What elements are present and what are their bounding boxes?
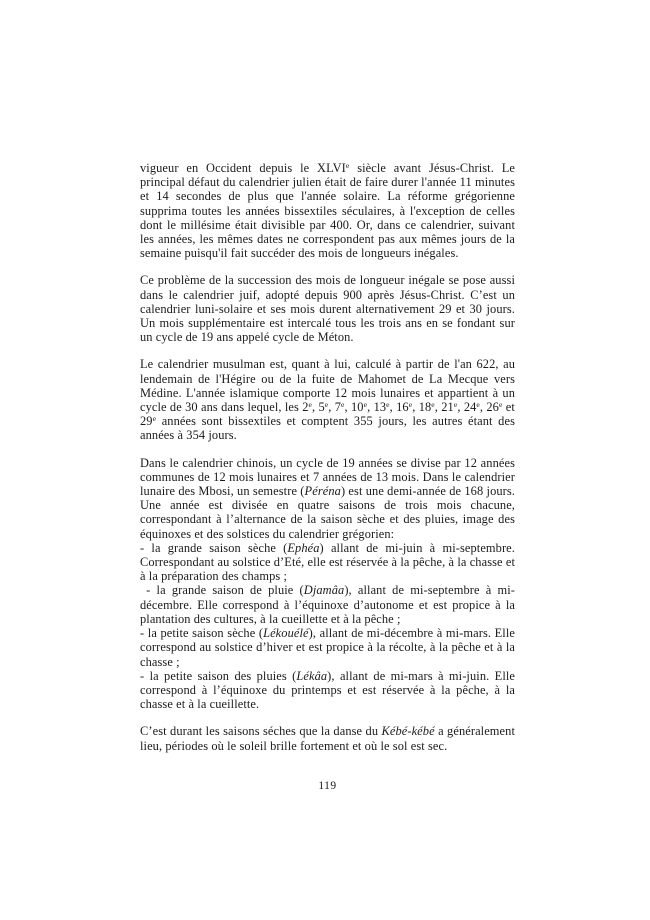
list-item-season-djamaa: - la grande saison de pluie (Djamâa), allant de mi-septembre à mi-décembre. Elle correspond à l’équinoxe d’autonome et est propice à la plantation des cultures, à la cueillette et à la pêche ; xyxy=(140,583,515,626)
paragraph-chinese-mbosi-calendar: Dans le calendrier chinois, un cycle de 19 années se divise par 12 années communes de 12 mois lunaires et 7 années de 13 mois. Dans le calendrier lunaire des Mbosi, un semestre (Péréna) est une demi-année de 168 jours. Une année est divisée en quatre saisons de trois mois chacune, correspondant à l’alternance de la saison sèche et des pluies, image des équinoxes et des solstices du calendrier grégorien: xyxy=(140,455,516,541)
list-item-season-ephea: - la grande saison sèche (Ephéa) allant de mi-juin à mi-septembre. Correspondant au solstice d’Eté, elle est réservée à la pêche, à la chasse et à la préparation des champs ; xyxy=(140,540,515,584)
paragraph-kebe-kebe-dance: C’est durant les saisons séches que la danse du Kébé-kébé a généralement lieu, périodes où le soleil brille fortement et où le sol est sec. xyxy=(140,724,515,753)
paragraph-julian-gregorian-calendar: vigueur en Occident depuis le XLVIe siècle avant Jésus-Christ. Le principal défaut du calendrier julien était de faire durer l'année 11 minutes et 14 secondes de plus que l'année solaire. La réforme grégorienne supprima toutes les années bissextiles séculaires, à l'exception de celles dont le millésime était divisible par 400. Or, dans ce calendrier, suivant les années, les mêmes dates ne correspondent pas aux mêmes jours de la semaine puisqu'il fait succéder des mois de longueurs inégales. xyxy=(140,161,515,261)
list-item-season-lekouele: - la petite saison sèche (Lékouélé), allant de mi-décembre à mi-mars. Elle correspond au solstice d’hiver et est propice à la récolte, à la pêche et à la chasse ; xyxy=(140,626,515,669)
text-block xyxy=(140,161,515,753)
paragraph-muslim-calendar: Le calendrier musulman est, quant à lui, calculé à partir de l'an 622, au lendemain de l'Hégire ou de la fuite de Mahomet de La Mecque vers Médine. L'année islamique comporte 12 mois lunaires et appartient à un cycle de 30 ans dans lequel, les 2e, 5e, 7e, 10e, 13e, 16e, 18e, 21e, 24e, 26e et 29e années sont bissextiles et comptent 355 jours, les autres étant des années à 354 jours. xyxy=(140,357,515,443)
paragraph-jewish-calendar: Ce problème de la succession des mois de longueur inégale se pose aussi dans le calendrier juif, adopté depuis 900 après Jésus-Christ. C’est un calendrier luni-solaire et ses mois durent alternativement 29 et 30 jours. Un mois supplémentaire est intercalé tous les trois ans en se fondant sur un cycle de 19 ans appelé cycle de Méton. xyxy=(140,273,515,345)
list-item-season-lekaa: - la petite saison des pluies (Lékâa), allant de mi-mars à mi-juin. Elle correspond à l’équinoxe du printemps et est réservée à la pêche, à la chasse et à la cueillette. xyxy=(140,668,516,712)
page-number: 119 xyxy=(318,780,337,792)
